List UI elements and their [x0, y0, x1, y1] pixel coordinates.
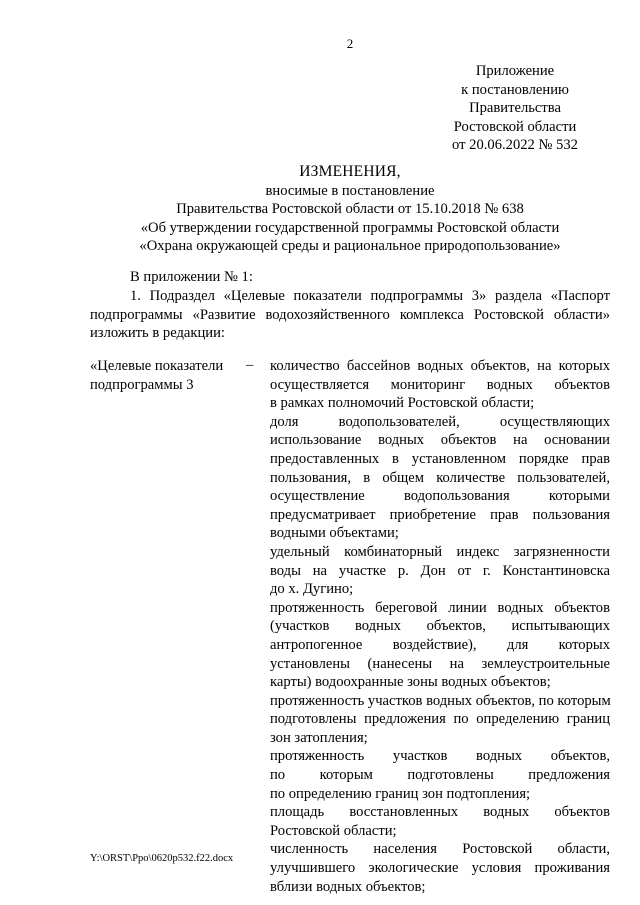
indicator-line: вблизи водных объектов;: [270, 878, 426, 895]
paragraph-line: 1. Подраздел «Целевые показатели подпрограммы 3» раздела «Паспорт: [130, 288, 610, 304]
indicator-line: использование водных объектов на основании: [270, 432, 610, 449]
appendix-line: Ростовской области: [453, 118, 577, 135]
indicator-line: Ростовской области;: [270, 822, 397, 839]
title-heading: ИЗМЕНЕНИЯ,: [299, 163, 401, 180]
section-intro: В приложении № 1:: [130, 269, 253, 285]
paragraph-line: подпрограммы «Развитие водохозяйственного комплекса Ростовской области»: [90, 306, 610, 323]
title-line: «Об утверждении государственной программы Ростовской области: [140, 219, 560, 236]
indicator-line: протяженность участков водных объектов, по которым: [270, 692, 611, 709]
paragraph-1: [90, 287, 610, 343]
title-line: «Охрана окружающей среды и рациональное природопользование»: [139, 238, 561, 255]
indicators-label-line: подпрограммы 3: [90, 376, 194, 393]
indicator-line: установлены (нанесены на землеустроительные: [270, 655, 610, 672]
indicator-line: предусматривает приобретение прав пользования: [270, 506, 610, 523]
appendix-line: от 20.06.2022 № 532: [452, 137, 578, 154]
indicators-label: [90, 357, 230, 394]
indicator-line: осуществляется мониторинг водных объектов: [270, 376, 610, 393]
appendix-line: Правительства: [469, 100, 561, 117]
indicator-line: численность населения Ростовской области,: [270, 841, 610, 858]
indicator-line: до х. Дугино;: [270, 581, 354, 598]
indicator-line: по которым подготовлены предложения: [270, 767, 610, 784]
paragraph-line: изложить в редакции:: [90, 325, 225, 342]
title-line: Правительства Ростовской области от 15.10.2018 № 638: [176, 201, 524, 218]
indicator-line: водными объектами;: [270, 525, 399, 542]
appendix-block: [430, 62, 600, 155]
document-title: [60, 163, 640, 256]
indicator-line: площадь восстановленных водных объектов: [270, 804, 610, 821]
indicator-line: количество бассейнов водных объектов, на которых: [270, 358, 610, 374]
indicator-line: пользования, в общем количестве пользователей,: [270, 469, 610, 486]
indicator-line: воды на участке р. Дон от г. Константиновска: [270, 562, 610, 579]
title-line: вносимые в постановление: [265, 182, 435, 199]
indicator-line: осуществление водопользования которыми: [270, 488, 610, 505]
indicator-line: карты) водоохранные зоны водных объектов;: [270, 674, 551, 691]
indicator-line: улучшившего экологические условия проживания: [270, 860, 610, 877]
indicator-line: в рамках полномочий Ростовской области;: [270, 395, 535, 412]
dash-separator: –: [246, 357, 254, 373]
page-number: 2: [346, 36, 354, 51]
indicator-line: подготовлены предложения по определению границ: [270, 711, 610, 728]
indicator-line: доля водопользователей, осуществляющих: [270, 413, 610, 430]
indicators-label-line: «Целевые показатели: [90, 358, 224, 374]
appendix-line: к постановлению: [461, 81, 569, 98]
appendix-line: Приложение: [475, 63, 555, 79]
indicator-line: удельный комбинаторный индекс загрязненности: [270, 543, 610, 560]
file-path-footer: Y:\ORST\Ppo\0620p532.f22.docx: [90, 853, 234, 864]
indicators-list: [270, 357, 610, 896]
indicator-line: предоставленных в установленном порядке прав: [270, 450, 610, 467]
indicator-line: по определению границ зон подтопления;: [270, 785, 531, 802]
indicator-line: протяженность участков водных объектов,: [270, 748, 610, 765]
indicator-line: (участков водных объектов, испытывающих: [270, 618, 610, 635]
indicator-line: протяженность береговой линии водных объектов: [270, 599, 610, 616]
indicator-line: антропогенное воздействие), для которых: [270, 636, 610, 653]
indicator-line: зон затопления;: [270, 729, 368, 746]
